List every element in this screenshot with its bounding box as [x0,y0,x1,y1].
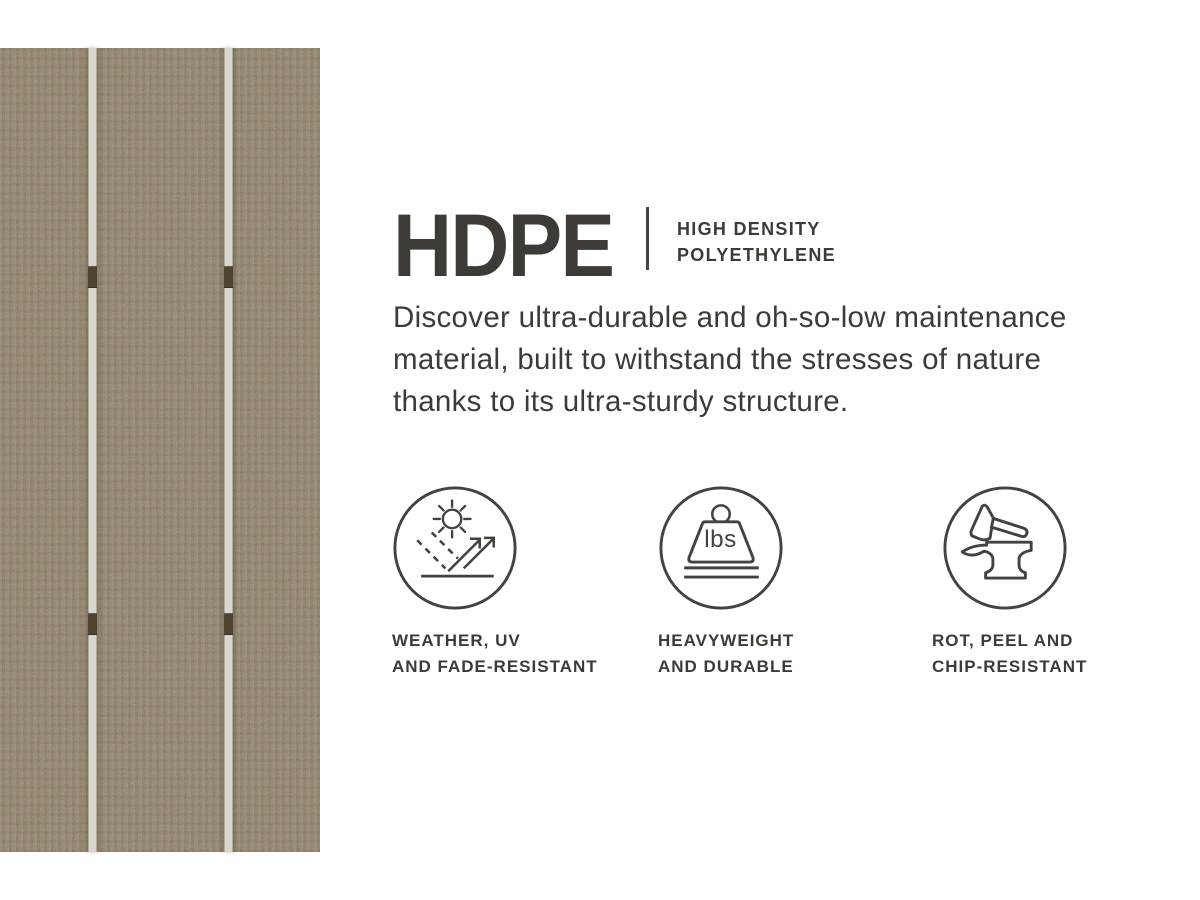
feature-weather [392,485,598,679]
lbs-label: lbs [704,526,737,554]
hammer-anvil-icon [942,485,1068,611]
plank-groove [224,48,233,852]
plank-spacer [224,613,233,635]
subtitle-line: POLYETHYLENE [677,245,836,265]
feature-chip-resistant [932,485,1087,679]
plank-spacer [224,266,233,288]
intro-line: thanks to its ultra-sturdy structure. [393,385,849,418]
sun-uv-reflect-icon [392,485,518,611]
intro-paragraph [393,297,1113,423]
caption-line: AND DURABLE [658,656,794,676]
feature-heavyweight [658,485,794,679]
page-subtitle [677,216,836,268]
feature-caption [658,628,794,679]
intro-line: material, built to withstand the stresses of nature [393,343,1042,376]
weight-lbs-icon [658,485,784,611]
caption-line: ROT, PEEL AND [932,631,1074,650]
hdpe-plank-image [0,48,320,852]
caption-line: WEATHER, UV [392,631,521,650]
title-divider [646,207,649,270]
page-title: HDPE [393,195,614,295]
intro-line: Discover ultra-durable and oh-so-low maintenance [393,301,1067,334]
plank-groove [88,48,97,852]
feature-caption [932,628,1087,679]
feature-caption [392,628,598,679]
caption-line: CHIP-RESISTANT [932,656,1088,676]
plank-spacer [88,613,97,635]
subtitle-line: HIGH DENSITY [677,219,821,239]
caption-line: AND FADE-RESISTANT [392,656,598,676]
plank-spacer [88,266,97,288]
plank-texture [0,48,320,852]
caption-line: HEAVYWEIGHT [658,631,795,650]
